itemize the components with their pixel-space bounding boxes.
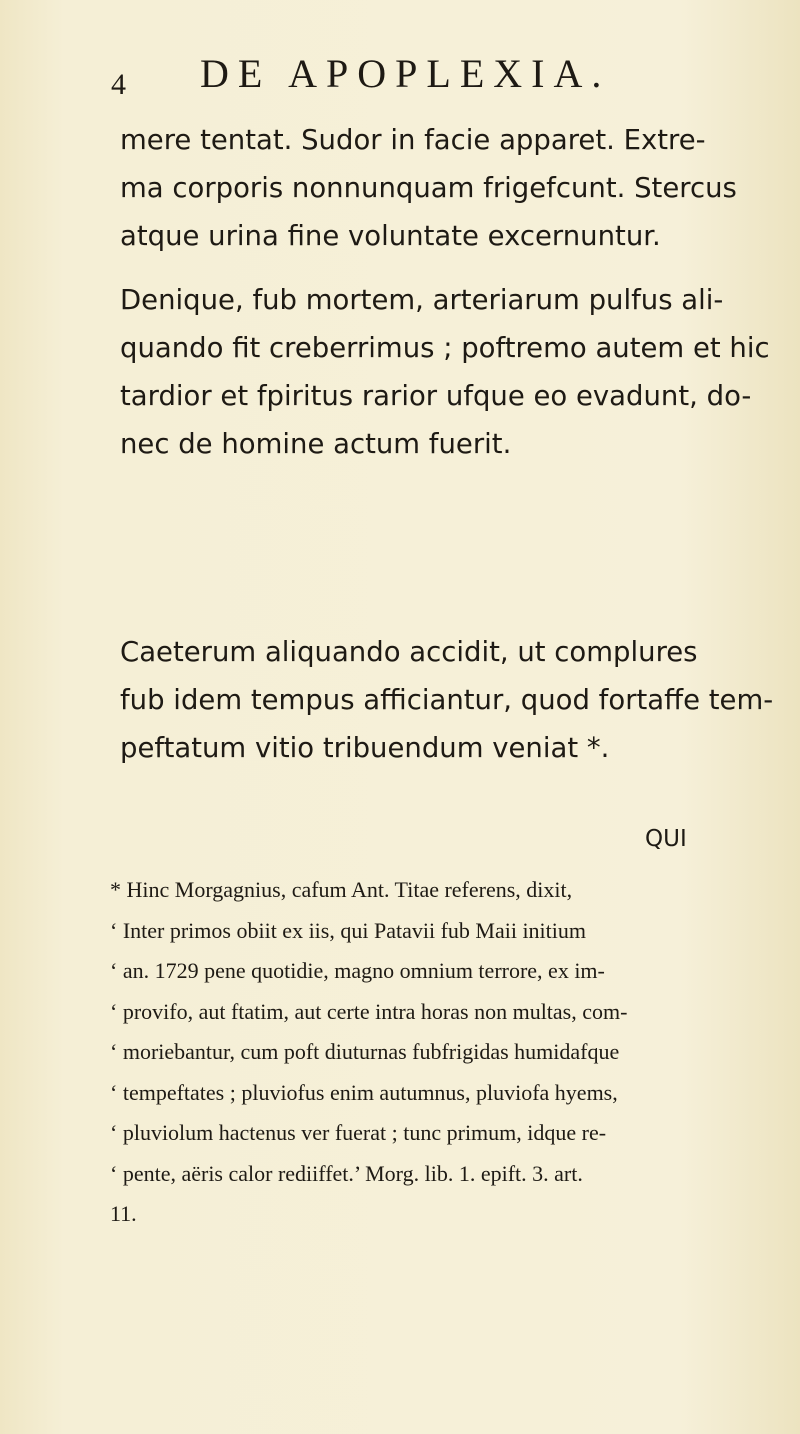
text-line: Caeterum aliquando accidit, ut complures [120,636,698,668]
text-line: atque urina fine voluntate excernuntur. [120,220,661,252]
text-line: tardior et fpiritus rarior ufque eo evadunt, do- [120,380,752,412]
text-line: peftatum vitio tribuendum veniat *. [120,732,610,764]
footnote-line: ‘ pluviolum hactenus ver fuerat ; tunc primum, idque re- [110,1120,607,1145]
page-header [0,46,800,106]
paragraph-1 [120,116,737,260]
text-line: quando fit creberrimus ; poftremo autem et hic [120,332,770,364]
footnote-line: ‘ moriebantur, cum poft diuturnas fubfrigidas humidafque [110,1039,620,1064]
footnote [110,870,710,1235]
text-line: mere tentat. Sudor in facie apparet. Extre- [120,124,706,156]
footnote-line: ‘ an. 1729 pene quotidie, magno omnium terrore, ex im- [110,958,605,983]
paragraph-3 [120,628,774,772]
text-line: fub idem tempus afficiantur, quod fortaffe tem- [120,684,774,716]
text-line: nec de homine actum fuerit. [120,428,512,460]
text-line: Denique, fub mortem, arteriarum pulfus ali- [120,284,724,316]
text-line: ma corporis nonnunquam frigefcunt. Stercus [120,172,737,204]
footnote-line: 11. [110,1201,137,1226]
page-number: 4 [111,68,126,101]
paragraph-2 [120,276,770,468]
running-title: DE APOPLEXIA. [200,51,611,96]
footnote-line: * Hinc Morgagnius, cafum Ant. Titae referens, dixit, [110,877,573,902]
footnote-line: ‘ Inter primos obiit ex iis, qui Patavii fub Maii initium [110,917,587,943]
catchword: QUI [645,826,687,852]
footnote-line: ‘ provifo, aut ftatim, aut certe intra horas non multas, com- [110,998,628,1024]
footnote-line: ‘ tempeftates ; pluviofus enim autumnus, pluviofa hyems, [110,1079,618,1105]
footnote-line: ‘ pente, aëris calor rediiffet.’ Morg. lib. 1. epift. 3. art. [110,1160,583,1186]
